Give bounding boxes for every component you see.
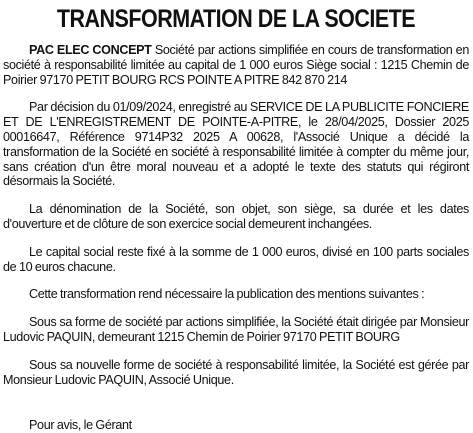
spacer bbox=[3, 387, 469, 418]
signature-line: Pour avis, le Gérant bbox=[29, 418, 132, 433]
former-management-paragraph: Sous sa forme de société par actions simplifiée, la Société était dirigée par Monsieur Ludovic PAQUIN, demeurant 1215 Chemin de Poirier 97170 PETIT BOURG bbox=[3, 315, 469, 344]
spacer bbox=[3, 274, 469, 287]
spacer bbox=[3, 345, 469, 358]
unchanged-items-paragraph: La dénomination de la Société, son objet, son siège, sa durée et les dates d'ouverture et de clôture de son exercice social demeurent inchangées. bbox=[3, 202, 469, 231]
publication-paragraph: Cette transformation rend nécessaire la publication des mentions suivantes : bbox=[29, 287, 425, 302]
company-details: Société par actions simplifiée en cours de transformation en société à responsabilité limitée au capital de 1 000 euros Siège social : 1215 Chemin de Poirier 97170 PETIT BOURG RCS POINTE A PITRE 842 870 214 bbox=[3, 43, 469, 87]
new-management-paragraph: Sous sa nouvelle forme de société à responsabilité limitée, la Société est gérée par Monsieur Ludovic PAQUIN, Associé Unique. bbox=[3, 357, 469, 387]
spacer bbox=[3, 87, 469, 100]
decision-paragraph: Par décision du 01/09/2024, enregistré au SERVICE DE LA PUBLICITE FONCIERE ET DE L'ENREGISTREMENT DE POINTE-A-PITRE, le 28/04/2025, Dossier 2025 00016647, Référence 9714P32 2025 A 00628, l'Associé Unique a décidé la transformation de la Société en société à responsabilité limitée à compter du même jour, sans création d'un être moral nouveau et a adopté le texte des statuts qui régiront désormais la Société. bbox=[3, 100, 469, 189]
company-name: PAC ELEC CONCEPT bbox=[29, 43, 152, 57]
capital-paragraph: Le capital social reste fixé à la somme de 1 000 euros, divisé en 100 parts sociales de 10 euros chacune. bbox=[3, 244, 469, 274]
spacer bbox=[3, 189, 469, 202]
spacer bbox=[3, 302, 469, 315]
notice-title: TRANSFORMATION DE LA SOCIETE bbox=[56, 5, 416, 33]
spacer bbox=[3, 232, 469, 245]
company-header-paragraph bbox=[3, 43, 469, 87]
